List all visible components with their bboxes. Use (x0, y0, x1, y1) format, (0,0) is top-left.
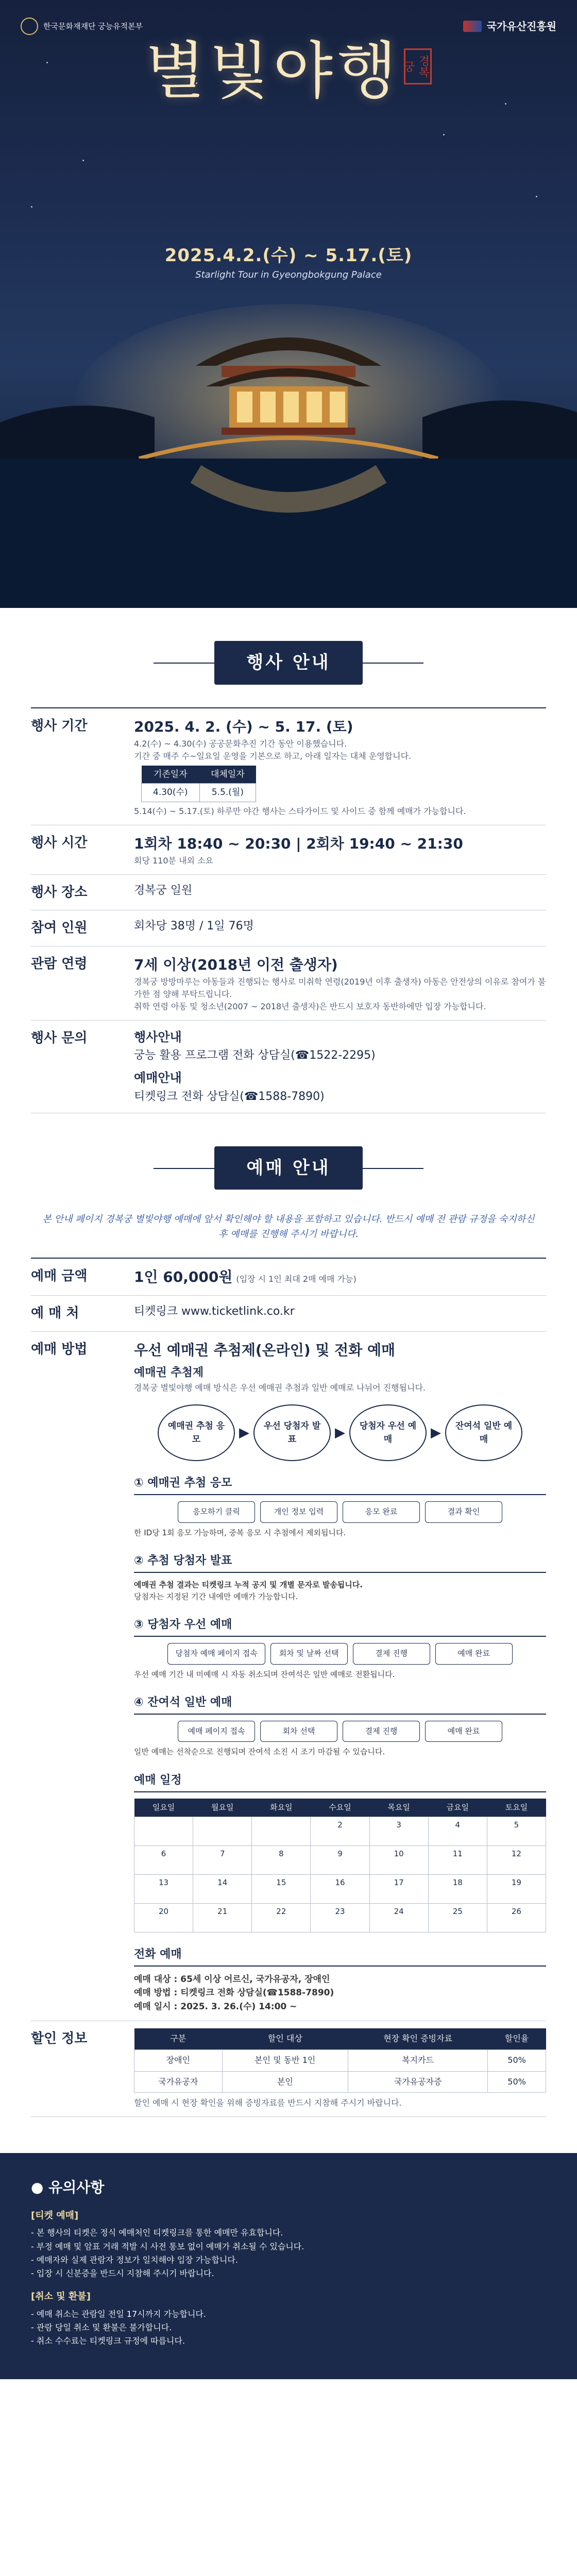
notice-item: - 입장 시 신분증을 반드시 지참해 주시기 바랍니다. (31, 2267, 546, 2280)
step-box: 응모하기 클릭 (178, 1501, 255, 1522)
method-subtitle: 예매권 추첨제 (134, 1366, 204, 1380)
calendar-weekday: 토요일 (487, 1799, 546, 1817)
arrow-right-icon: ▶ (431, 1425, 441, 1440)
calendar-day: 6 (134, 1845, 193, 1874)
step-title: ③ 당첨자 우선 예매 (134, 1616, 546, 1637)
calendar-day: 14 (193, 1874, 252, 1903)
hero-banner (0, 0, 577, 608)
table-cell: 본인 (222, 2071, 348, 2093)
table-cell: 50% (488, 2049, 546, 2071)
period-note: 4.2(수) ~ 4.30(수) 공공문화추진 기간 동안 이용했습니다. (134, 739, 347, 749)
calendar-day: 24 (369, 1903, 428, 1932)
notice-item: - 관람 당일 취소 및 환불은 불가합니다. (31, 2321, 546, 2334)
step-1 (134, 1475, 546, 1539)
age-note: 경복궁 방방마루는 아동들과 진행되는 행사로 미취학 연령(2019년 이후 출생자) 아동은 안전상의 이유로 참여가 불가한 점 양해 부탁드립니다. (134, 977, 546, 999)
calendar-day: 17 (369, 1874, 428, 1903)
table-cell: 복지카드 (348, 2049, 488, 2071)
step-box: 예매 완료 (435, 1643, 513, 1664)
phone-period: 예매 일시 : 2025. 3. 26.(수) 14:00 ~ (134, 2001, 297, 2012)
price-value: 1인 60,000원 (134, 1268, 233, 1285)
table-cell: 5.5.(월) (199, 784, 256, 802)
calendar-day: 23 (311, 1903, 369, 1932)
discount-table (134, 2028, 546, 2093)
step-title: ① 예매권 추첨 응모 (134, 1475, 546, 1495)
discount-label: 할인 정보 (31, 2031, 88, 2046)
calendar-weekday: 목요일 (369, 1799, 428, 1817)
age-note: 취학 연령 아동 및 청소년(2007 ~ 2018년 출생자)은 반드시 보호자 동반하에만 입장 가능합니다. (134, 1002, 486, 1012)
people-label: 참여 인원 (31, 920, 88, 936)
table-header: 할인율 (488, 2028, 546, 2049)
place-value: 경복궁 일원 (134, 884, 193, 897)
period-value: 2025. 4. 2. (수) ~ 5. 17. (토) (134, 718, 353, 735)
calendar-day: 5 (487, 1817, 546, 1845)
step-box: 결과 확인 (425, 1501, 502, 1522)
table-header: 기존일자 (142, 766, 200, 784)
inquiry-phone[interactable]: 궁능 활용 프로그램 전화 상담실(☎1522-2295) (134, 1049, 376, 1062)
notice-subtitle: [취소 및 환불] (31, 2291, 91, 2302)
calendar-day: 9 (311, 1845, 369, 1874)
period-note: 기간 중 매주 수~일요일 운영을 기본으로 하고, 아래 일자는 대체 운영합니다. (134, 751, 412, 761)
step-note: 당첨자는 지정된 기간 내에만 예매가 가능합니다. (134, 1592, 298, 1602)
pavilion-illustration (0, 289, 577, 608)
org-right-text: 국가유산진흥원 (486, 20, 556, 32)
calendar-weekday: 월요일 (193, 1799, 252, 1817)
table-row (134, 2049, 546, 2071)
site-label: 예 매 처 (31, 1306, 79, 1321)
notice-title-text: 유의사항 (48, 2179, 105, 2196)
substitute-date-table (141, 766, 256, 802)
event-info-table (31, 707, 546, 1113)
notice-section (0, 2153, 577, 2379)
step-box: 예매 페이지 접속 (178, 1721, 255, 1742)
method-desc: 경복궁 별빛야행 예매 방식은 우선 예매권 추첨과 일반 예매로 나뉘어 진행됩니다. (134, 1383, 426, 1393)
palace-stamp: 경복궁 (404, 48, 432, 84)
step-box: 당첨자 예매 페이지 접속 (167, 1643, 265, 1664)
step-box: 회차 및 날짜 선택 (270, 1643, 348, 1664)
time-label: 행사 시간 (31, 835, 88, 851)
notice-item: - 본 행사의 티켓은 정식 예매처인 티켓링크를 통한 예매만 유효합니다. (31, 2226, 546, 2240)
phone-method[interactable]: 예매 방법 : 티켓링크 전화 상담실(☎1588-7890) (134, 1988, 334, 1998)
inquiry-title: 예매안내 (134, 1071, 182, 1086)
method-label: 예매 방법 (31, 1341, 88, 1357)
table-cell: 4.30(수) (142, 784, 200, 802)
calendar-day: 18 (428, 1874, 487, 1903)
org-logo-right (463, 19, 556, 35)
calendar-weekday: 수요일 (311, 1799, 369, 1817)
phone-booking (134, 1946, 546, 2013)
time-value: 1회차 18:40 ~ 20:30 | 2회차 19:40 ~ 21:30 (134, 835, 463, 852)
calendar-day: 13 (134, 1874, 193, 1903)
calendar-day: 26 (487, 1903, 546, 1932)
period-note: 5.14(수) ~ 5.17.(토) 하루만 야간 행사는 스타가이드 및 사이드 중 함께 예매가 가능합니다. (134, 806, 466, 816)
period-label: 행사 기간 (31, 718, 88, 734)
calendar-day: 10 (369, 1845, 428, 1874)
step-2 (134, 1552, 546, 1603)
calendar-weekday: 일요일 (134, 1799, 193, 1817)
arrow-right-icon: ▶ (335, 1425, 345, 1440)
step-box: 결제 진행 (353, 1643, 430, 1664)
calendar-day (252, 1817, 311, 1845)
event-title-text: 별빛야행 (145, 36, 401, 107)
table-cell: 국가유공자 (134, 2071, 223, 2093)
org-logo-left (21, 18, 143, 35)
table-cell: 50% (488, 2071, 546, 2093)
place-label: 행사 장소 (31, 885, 88, 901)
inquiry-title: 행사안내 (134, 1030, 182, 1045)
calendar-weekday: 금요일 (428, 1799, 487, 1817)
notice-subtitle: [티켓 예매] (31, 2210, 79, 2221)
booking-flow (134, 1404, 546, 1461)
calendar-day: 3 (369, 1817, 428, 1845)
table-cell: 국가유공자증 (348, 2071, 488, 2093)
notice-item: - 예매자와 실제 관람자 정보가 일치해야 입장 가능합니다. (31, 2253, 546, 2267)
schedule-calendar (134, 1799, 546, 1933)
notice-title: ● 유의사항 (31, 2179, 105, 2196)
step-title: ④ 잔여석 일반 예매 (134, 1694, 546, 1715)
table-header: 할인 대상 (222, 2028, 348, 2049)
seal-icon (21, 18, 38, 35)
step-note: 일반 예매는 선착순으로 진행되며 잔여석 소진 시 조기 마감될 수 있습니다. (134, 1747, 385, 1757)
ticketlink-link[interactable]: 티켓링크 www.ticketlink.co.kr (134, 1305, 295, 1318)
age-label: 관람 연령 (31, 956, 88, 972)
event-date: 2025.4.2.(수) ~ 5.17.(토) (164, 245, 413, 266)
inquiry-phone[interactable]: 티켓링크 전화 상담실(☎1588-7890) (134, 1090, 325, 1103)
flow-step: 우선 당첨자 발표 (253, 1404, 331, 1461)
people-value: 회차당 38명 / 1일 76명 (134, 920, 254, 933)
flow-step: 당첨자 우선 예매 (349, 1404, 427, 1461)
calendar-day: 2 (311, 1817, 369, 1845)
calendar-day: 21 (193, 1903, 252, 1932)
booking-info-table (31, 1258, 546, 2117)
calendar-day (134, 1817, 193, 1845)
notice-item: - 취소 수수료는 티켓링크 규정에 따릅니다. (31, 2334, 546, 2348)
calendar-day: 25 (428, 1903, 487, 1932)
notice-list (31, 2308, 546, 2348)
calendar-day: 22 (252, 1903, 311, 1932)
price-note: (입장 시 1인 최대 2매 예매 가능) (236, 1274, 357, 1284)
flag-icon (463, 21, 482, 32)
calendar-day: 16 (311, 1874, 369, 1903)
step-note: 한 ID당 1회 응모 가능하며, 중복 응모 시 추첨에서 제외됩니다. (134, 1528, 346, 1537)
schedule-title: 예매 일정 (134, 1772, 546, 1792)
notice-list (31, 2226, 546, 2281)
flow-step: 예매권 추첨 응모 (158, 1404, 235, 1461)
calendar-week (134, 1817, 546, 1845)
step-box: 예매 완료 (425, 1721, 502, 1742)
event-title (0, 36, 577, 107)
phone-target: 예매 대상 : 65세 이상 어르신, 국가유공자, 장애인 (134, 1974, 330, 1985)
calendar-day: 4 (428, 1817, 487, 1845)
event-subtitle: Starlight Tour in Gyeongbokgung Palace (195, 269, 382, 280)
schedule (134, 1772, 546, 1933)
table-cell: 장애인 (134, 2049, 223, 2071)
calendar-day: 11 (428, 1845, 487, 1874)
price-label: 예매 금액 (31, 1268, 88, 1284)
calendar-week (134, 1845, 546, 1874)
arrow-right-icon: ▶ (239, 1425, 249, 1440)
notice-item: - 예매 취소는 관람일 전일 17시까지 가능합니다. (31, 2308, 546, 2321)
calendar-day: 19 (487, 1874, 546, 1903)
calendar-weekday: 화요일 (252, 1799, 311, 1817)
inquiry-label: 행사 문의 (31, 1030, 88, 1046)
table-header: 대체일자 (199, 766, 256, 784)
calendar-day: 20 (134, 1903, 193, 1932)
step-box: 응모 완료 (343, 1501, 420, 1522)
calendar-day: 8 (252, 1845, 311, 1874)
phone-title: 전화 예매 (134, 1946, 546, 1967)
step-box: 회차 선택 (260, 1721, 337, 1742)
step-text: 예매권 추첨 결과는 티켓링크 누적 공지 및 개별 문자로 발송됩니다. (134, 1580, 363, 1589)
age-value: 7세 이상(2018년 이전 출생자) (134, 956, 338, 973)
table-cell: 본인 및 동반 1인 (222, 2049, 348, 2071)
method-value: 우선 예매권 추첨제(온라인) 및 전화 예매 (134, 1341, 396, 1359)
step-box: 결제 진행 (343, 1721, 420, 1742)
calendar-day (193, 1817, 252, 1845)
table-header: 현장 확인 증빙자료 (348, 2028, 488, 2049)
calendar-day: 15 (252, 1874, 311, 1903)
discount-note: 할인 예매 시 현장 확인을 위해 증빙자료를 반드시 지참해 주시기 바랍니다. (134, 2098, 402, 2108)
booking-intro: 본 안내 페이지 경복궁 별빛야행 예매에 앞서 확인해야 할 내용을 포함하고 있습니다. 반드시 예매 전 관람 규정을 숙지하신 후 예매를 진행해 주시기 바랍니다. (42, 1214, 535, 1240)
step-title: ② 추첨 당첨자 발표 (134, 1552, 546, 1573)
calendar-week (134, 1874, 546, 1903)
step-3 (134, 1616, 546, 1681)
calendar-day: 12 (487, 1845, 546, 1874)
step-note: 우선 예매 기간 내 미예매 시 자동 취소되며 잔여석은 일반 예매로 전환됩니다. (134, 1669, 395, 1679)
step-box: 개인 정보 입력 (260, 1501, 337, 1522)
calendar-week (134, 1903, 546, 1932)
table-row (134, 2071, 546, 2093)
section-title-info: 행사 안내 (214, 641, 362, 685)
org-left-text: 한국문화재재단 궁능유적본부 (43, 22, 143, 31)
time-note: 회당 110분 내외 소요 (134, 856, 213, 866)
section-title-booking: 예매 안내 (214, 1146, 362, 1190)
step-4 (134, 1694, 546, 1758)
table-header: 구분 (134, 2028, 223, 2049)
flow-step: 잔여석 일반 예매 (445, 1404, 522, 1461)
calendar-day: 7 (193, 1845, 252, 1874)
notice-item: - 부정 예매 및 암표 거래 적발 시 사전 통보 없이 예매가 취소될 수 있습니다. (31, 2240, 546, 2253)
